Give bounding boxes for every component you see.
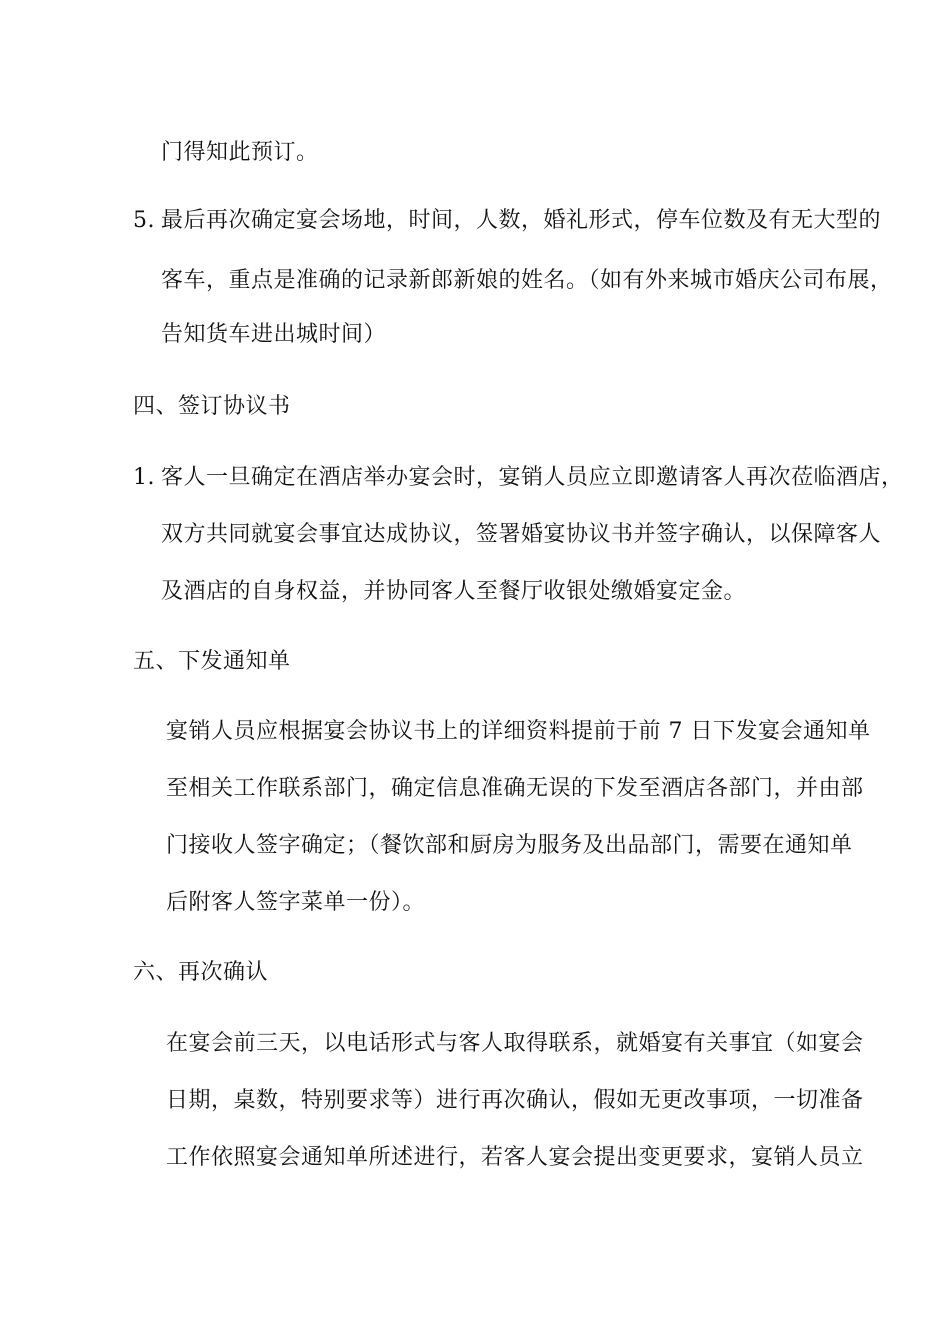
list-number: 5. xyxy=(133,208,155,233)
list-item-1 xyxy=(133,463,904,493)
section-heading: 五、下发通知单 xyxy=(133,649,291,674)
list-item-5 xyxy=(133,206,881,236)
paragraph-line: 工作依照宴会通知单所述进行，若客人宴会提出变更要求，宴销人员立 xyxy=(166,1145,864,1170)
paragraph-line: 客人一旦确定在酒店举办宴会时，宴销人员应立即邀请客人再次莅临酒店， xyxy=(161,465,904,490)
paragraph-line: 日期，桌数，特别要求等）进行再次确认，假如无更改事项，一切准备 xyxy=(166,1088,864,1113)
list-number: 1. xyxy=(133,465,155,490)
paragraph-line: 宴销人员应根据宴会协议书上的详细资料提前于前 7 日下发宴会通知单 xyxy=(166,719,871,744)
paragraph-line: 双方共同就宴会事宜达成协议，签署婚宴协议书并签字确认，以保障客人 xyxy=(161,522,882,547)
paragraph-line: 门接收人签字确定；（餐饮部和厨房为服务及出品部门，需要在通知单 xyxy=(166,833,853,858)
paragraph-line: 最后再次确定宴会场地，时间，人数，婚礼形式，停车位数及有无大型的 xyxy=(161,208,882,233)
section-heading: 六、再次确认 xyxy=(133,960,269,985)
paragraph-line: 门得知此预订。 xyxy=(161,140,319,165)
paragraph-line: 告知货车进出城时间） xyxy=(161,322,387,347)
paragraph-line: 在宴会前三天，以电话形式与客人取得联系，就婚宴有关事宜（如宴会 xyxy=(166,1031,864,1056)
paragraph-line: 至相关工作联系部门，确定信息准确无误的下发至酒店各部门，并由部 xyxy=(166,776,864,801)
paragraph-line: 后附客人签字菜单一份）。 xyxy=(166,890,426,915)
paragraph-line: 客车，重点是准确的记录新郎新娘的姓名。（如有外来城市婚庆公司布展， xyxy=(161,268,893,293)
section-heading: 四、签订协议书 xyxy=(133,394,291,419)
paragraph-line: 及酒店的自身权益，并协同客人至餐厅收银处缴婚宴定金。 xyxy=(161,579,747,604)
